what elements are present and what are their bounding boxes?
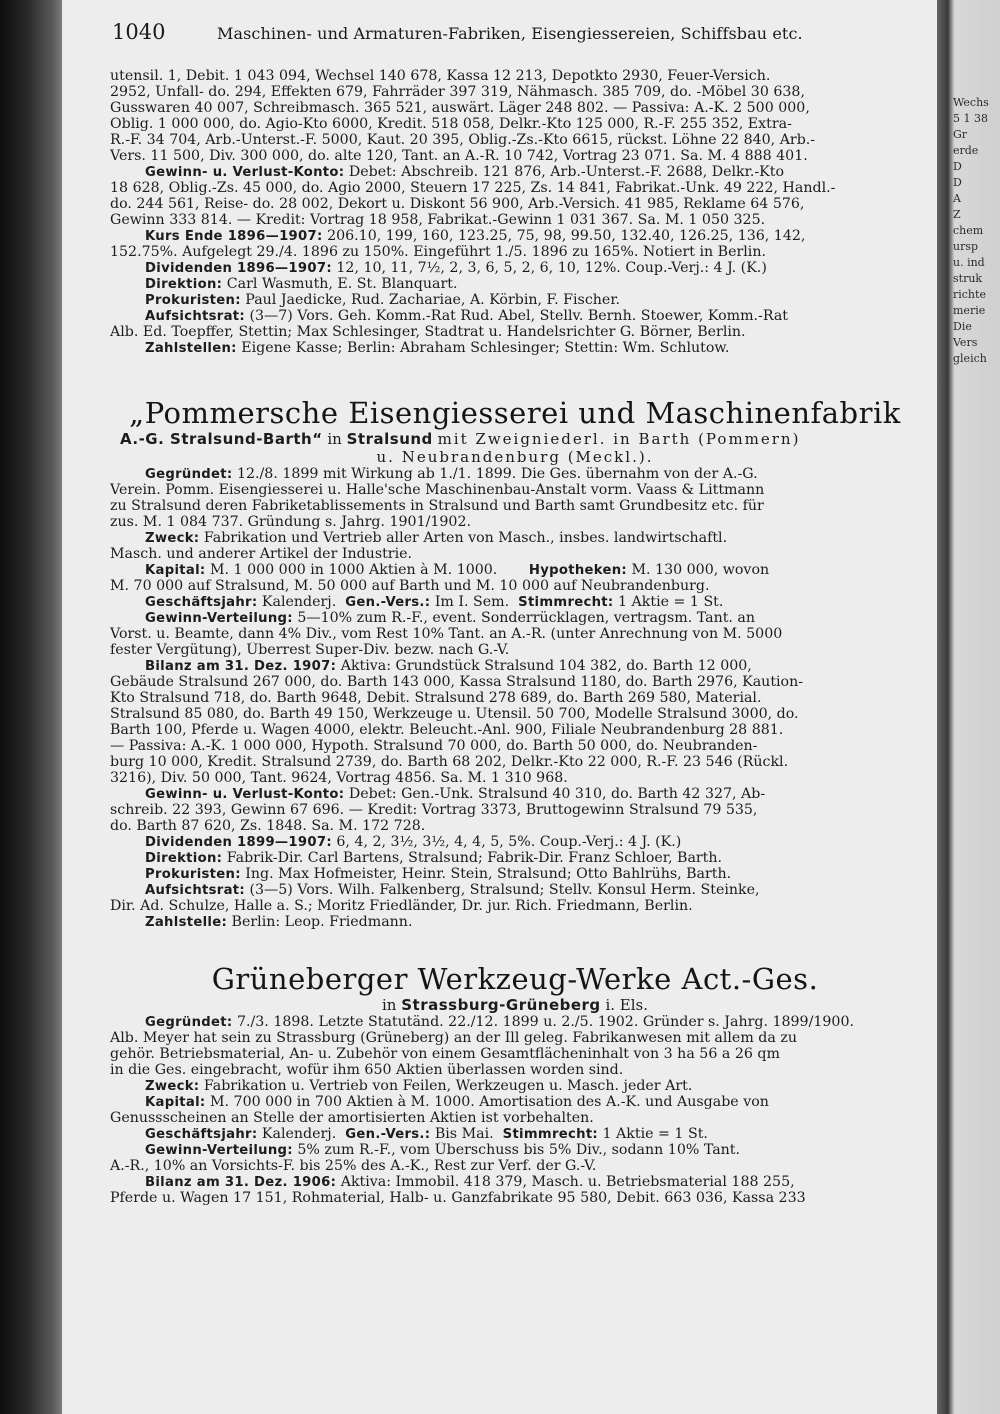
section-text: 12./8. 1899 mit Wirkung ab 1./1. 1899. Die Ges. übernahm von der A.-G. xyxy=(236,466,758,482)
section-label: Gewinn-Verteilung: xyxy=(145,611,293,626)
page-number: 1040 xyxy=(112,20,166,44)
section-text: Berlin: Leop. Friedmann. xyxy=(231,914,413,930)
zahlstellen-line xyxy=(110,340,920,356)
prokuristen-line xyxy=(110,292,920,308)
adjacent-page-fragments xyxy=(953,95,1000,367)
company-title: Grüneberger Werkzeug-Werke Act.-Ges. xyxy=(211,962,819,996)
text-line: utensil. 1, Debit. 1 043 094, Wechsel 140 678, Kassa 12 213, Depotkto 2930, Feuer-Versich. xyxy=(110,68,771,84)
section-text: 1 Aktie = 1 St. xyxy=(618,594,724,610)
section-text: 206.10, 199, 160, 123.25, 75, 98, 99.50, 132.40, 126.25, 136, 142, xyxy=(327,228,806,244)
spacer xyxy=(110,356,920,396)
section-text: Aktiva: Grundstück Stralsund 104 382, do. Barth 12 000, xyxy=(340,658,752,674)
gewinnverteilung-line xyxy=(110,610,920,626)
section-text: Paul Jaedicke, Rud. Zachariae, A. Körbin, F. Fischer. xyxy=(245,292,621,308)
text-line: in die Ges. eingebracht, wofür ihm 650 Aktien überlassen worden sind. xyxy=(110,1062,624,1078)
section-label: Gen.-Vers.: xyxy=(345,595,431,610)
section-label: Gegründet: xyxy=(145,467,233,482)
text-line: A.-R., 10% an Vorsichts-F. bis 25% des A.-K., Rest zur Verf. der G.-V. xyxy=(110,1158,597,1174)
direktion-line xyxy=(110,276,920,292)
text-line: Verein. Pomm. Eisengiesserei u. Halle'sche Maschinenbau-Anstalt vorm. Vaass & Littmann xyxy=(110,482,765,498)
adjacent-fragment: Wechs xyxy=(953,96,989,109)
section-label: Hypotheken: xyxy=(528,563,627,578)
bilanz-line xyxy=(110,658,920,674)
adjacent-fragment: Vers xyxy=(953,336,978,349)
section-label: Kapital: xyxy=(145,1095,206,1110)
section-label: Dividenden 1896—1907: xyxy=(145,261,332,276)
section-label: Stimmrecht: xyxy=(518,595,614,610)
section-label: Gen.-Vers.: xyxy=(345,1127,431,1142)
text-line: 152.75%. Aufgelegt 29./4. 1896 zu 150%. Eingeführt 1./5. 1896 zu 165%. Notiert in Berlin. xyxy=(110,244,766,260)
section-label: Prokuristen: xyxy=(145,867,241,882)
section-text: Fabrikation und Vertrieb aller Arten von Masch., insbes. landwirtschaftl. xyxy=(203,530,728,546)
section-text: 12, 10, 11, 7½, 2, 3, 6, 5, 2, 6, 10, 12%. Coup.-Verj.: 4 J. (K.) xyxy=(336,260,767,276)
adjacent-fragment: gleich xyxy=(953,352,987,365)
adjacent-fragment: Z xyxy=(953,208,961,221)
kapital-line xyxy=(110,562,920,578)
company-name-cont: A.-G. Stralsund-Barth“ xyxy=(120,430,323,448)
adjacent-fragment: chem xyxy=(953,224,984,237)
section-label: Aufsichtsrat: xyxy=(145,883,245,898)
text-line: Oblig. 1 000 000, do. Agio-Kto 6000, Kredit. 518 058, Delkr.-Kto 125 000, R.-F. 255 352, Extra- xyxy=(110,116,792,132)
text-line: Kto Stralsund 718, do. Barth 9648, Debit. Stralsund 278 689, do. Barth 269 580, Material. xyxy=(110,690,762,706)
section-label: Zahlstelle: xyxy=(145,915,228,930)
text-line: gehör. Betriebsmaterial, An- u. Zubehör von einem Gesamtflächeninhalt von 3 ha 56 a 26 qm xyxy=(110,1046,780,1062)
running-head: Maschinen- und Armaturen-Fabriken, Eisengiessereien, Schiffsbau etc. xyxy=(217,24,803,43)
section-label: Kapital: xyxy=(145,563,206,578)
document-page xyxy=(62,0,937,1414)
text-line: M. 70 000 auf Stralsund, M. 50 000 auf Barth und M. 10 000 auf Neubrandenburg. xyxy=(110,578,710,594)
section-text: Debet: Abschreib. 121 876, Arb.-Unterst.-F. 2688, Delkr.-Kto xyxy=(348,164,785,180)
prokuristen-line xyxy=(110,866,920,882)
adjacent-fragment: merie xyxy=(953,304,986,317)
section-text: 7./3. 1898. Letzte Statutänd. 22./12. 1899 u. 2./5. 1902. Gründer s. Jahrg. 1899/1900. xyxy=(236,1014,854,1030)
text-line: — Passiva: A.-K. 1 000 000, Hypoth. Stralsund 70 000, do. Barth 50 000, do. Neubranden- xyxy=(110,738,758,754)
geschaeftsjahr-line xyxy=(110,594,920,610)
section-text: Kalenderj. xyxy=(261,1126,337,1142)
section-text: 6, 4, 2, 3½, 3½, 4, 4, 5, 5%. Coup.-Verj.: 4 J. (K.) xyxy=(336,834,682,850)
spacer xyxy=(110,930,920,962)
aufsichtsrat-line xyxy=(110,882,920,898)
text-line: Vorst. u. Beamte, dann 4% Div., vom Rest 10% Tant. an A.-R. (unter Anrechnung von M. 5000 xyxy=(110,626,783,642)
section-label: Gegründet: xyxy=(145,1015,233,1030)
gegruendet-line xyxy=(110,1014,920,1030)
section-text: 5% zum R.-F., vom Überschuss bis 5% Div., sodann 10% Tant. xyxy=(297,1142,740,1158)
section-text: Debet: Gen.-Unk. Stralsund 40 310, do. Barth 42 327, Ab- xyxy=(348,786,766,802)
text-line: Alb. Ed. Toepffer, Stettin; Max Schlesinger, Stadtrat u. Handelsrichter G. Börner, Berlin. xyxy=(110,324,746,340)
section-label: Stimmrecht: xyxy=(502,1127,598,1142)
company-seat: Strassburg-Grüneberg xyxy=(401,996,601,1014)
section-text: Carl Wasmuth, E. St. Blanquart. xyxy=(226,276,458,292)
text-line: Pferde u. Wagen 17 151, Rohmaterial, Halb- u. Ganzfabrikate 95 580, Debit. 663 036, Kassa 233 xyxy=(110,1190,806,1206)
adjacent-fragment: ursp xyxy=(953,240,979,253)
section-text: Ing. Max Hofmeister, Heinr. Stein, Stralsund; Otto Bahlrühs, Barth. xyxy=(245,866,732,882)
kurs-line xyxy=(110,228,920,244)
text-line: Gebäude Stralsund 267 000, do. Barth 143 000, Kassa Stralsund 1180, do. Barth 2976, Kaution- xyxy=(110,674,804,690)
direktion-line xyxy=(110,850,920,866)
gewinnverteilung-line xyxy=(110,1142,920,1158)
section-label: Gewinn- u. Verlust-Konto: xyxy=(145,165,345,180)
gv-konto-line xyxy=(110,164,920,180)
text-line: do. Barth 87 620, Zs. 1848. Sa. M. 172 728. xyxy=(110,818,426,834)
text-line: Masch. und anderer Artikel der Industrie. xyxy=(110,546,413,562)
text-line: 3216), Div. 50 000, Tant. 9624, Vortrag 4856. Sa. M. 1 310 968. xyxy=(110,770,568,786)
section-text: Fabrikation u. Vertrieb von Feilen, Werkzeugen u. Masch. jeder Art. xyxy=(203,1078,693,1094)
section-label: Zweck: xyxy=(145,531,200,546)
section-text: (3—5) Vors. Wilh. Falkenberg, Stralsund; Stellv. Konsul Herm. Steinke, xyxy=(249,882,760,898)
text-line: 18 628, Oblig.-Zs. 45 000, do. Agio 2000, Steuern 17 225, Zs. 14 841, Fabrikat.-Unk. 49 222, Handl.- xyxy=(110,180,836,196)
section-text: (3—7) Vors. Geh. Komm.-Rat Rud. Abel, Stellv. Bernh. Stoewer, Komm.-Rat xyxy=(249,308,789,324)
section-label: Zahlstellen: xyxy=(145,341,237,356)
text-line: Genussscheinen an Stelle der amortisierten Aktien ist vorbehalten. xyxy=(110,1110,594,1126)
text-line: burg 10 000, Kredit. Stralsund 2739, do. Barth 68 202, Delkr.-Kto 22 000, R.-F. 23 546 (Rückl. xyxy=(110,754,789,770)
section-text: Fabrik-Dir. Carl Bartens, Stralsund; Fabrik-Dir. Franz Schloer, Barth. xyxy=(226,850,723,866)
section-label: Kurs Ende 1896—1907: xyxy=(145,229,323,244)
text-line: Alb. Meyer hat sein zu Strassburg (Grüneberg) an der Ill geleg. Fabrikanwesen mit allem da zu xyxy=(110,1030,797,1046)
section-label: Direktion: xyxy=(145,851,223,866)
text-line: 2952, Unfall- do. 294, Effekten 679, Fahrräder 397 319, Nähmasch. 385 709, do. -Möbel 30 638, xyxy=(110,84,805,100)
section-label: Geschäftsjahr: xyxy=(145,1127,258,1142)
dividenden-line xyxy=(110,260,920,276)
section-text: M. 130 000, wovon xyxy=(631,562,770,578)
page-header xyxy=(112,20,912,52)
text-line: zu Stralsund deren Fabriketablissements in Stralsund und Barth samt Grundbesitz etc. für xyxy=(110,498,764,514)
text-line: do. 244 561, Reise- do. 28 002, Dekort u. Diskont 56 900, Arb.-Versich. 41 985, Reklame 64 576, xyxy=(110,196,805,212)
section-label: Bilanz am 31. Dez. 1907: xyxy=(145,659,337,674)
section-label: Zweck: xyxy=(145,1079,200,1094)
adjacent-fragment: A xyxy=(953,192,961,205)
adjacent-fragment: Die xyxy=(953,320,972,333)
gv-konto-line xyxy=(110,786,920,802)
company-seat: Stralsund xyxy=(346,430,433,448)
section-label: Geschäftsjahr: xyxy=(145,595,258,610)
text-line: Dir. Ad. Schulze, Halle a. S.; Moritz Friedländer, Dr. jur. Rich. Friedmann, Berlin. xyxy=(110,898,693,914)
company-subtitle xyxy=(110,996,920,1014)
zahlstelle-line xyxy=(110,914,920,930)
adjacent-fragment: erde xyxy=(953,144,979,157)
adjacent-fragment: richte xyxy=(953,288,986,301)
adjacent-fragment: struk xyxy=(953,272,983,285)
adjacent-fragment: D xyxy=(953,176,962,189)
text-line: R.-F. 34 704, Arb.-Unterst.-F. 5000, Kaut. 20 395, Oblig.-Zs.-Kto 6615, rückst. Löhne 22 840, Arb.- xyxy=(110,132,816,148)
text-line: zus. M. 1 084 737. Gründung s. Jahrg. 1901/1902. xyxy=(110,514,471,530)
section-text: Aktiva: Immobil. 418 379, Masch. u. Betriebsmaterial 188 255, xyxy=(340,1174,795,1190)
zweck-line xyxy=(110,1078,920,1094)
text-line: fester Vergütung), Überrest Super-Div. bezw. nach G.-V. xyxy=(110,642,510,658)
adjacent-fragment: 5 1 38 xyxy=(953,112,988,125)
aufsichtsrat-line xyxy=(110,308,920,324)
adjacent-fragment: D xyxy=(953,160,962,173)
gegruendet-line xyxy=(110,466,920,482)
kapital-line xyxy=(110,1094,920,1110)
section-label: Gewinn-Verteilung: xyxy=(145,1143,293,1158)
section-label: Bilanz am 31. Dez. 1906: xyxy=(145,1175,337,1190)
company-subtitle xyxy=(110,430,920,448)
adjacent-fragment: u. ind xyxy=(953,256,985,269)
section-text: 1 Aktie = 1 St. xyxy=(602,1126,708,1142)
bilanz-line xyxy=(110,1174,920,1190)
section-text: Eigene Kasse; Berlin: Abraham Schlesinger; Stettin: Wm. Schlutow. xyxy=(241,340,730,356)
dividenden-line xyxy=(110,834,920,850)
geschaeftsjahr-line xyxy=(110,1126,920,1142)
page-content xyxy=(110,68,920,1206)
company-region: i. Els. xyxy=(605,996,648,1014)
text-line: Stralsund 85 080, do. Barth 49 150, Werkzeuge u. Utensil. 50 700, Modelle Stralsund 3000, do. xyxy=(110,706,799,722)
section-text: Kalenderj. xyxy=(261,594,337,610)
text-line: Gusswaren 40 007, Schreibmasch. 365 521, auswärt. Läger 248 802. — Passiva: A.-K. 2 500 000, xyxy=(110,100,810,116)
company-in: in xyxy=(382,996,397,1014)
section-text: 5—10% zum R.-F., event. Sonderrücklagen, vertragsm. Tant. an xyxy=(297,610,756,626)
section-text: M. 1 000 000 in 1000 Aktien à M. 1000. xyxy=(210,562,498,578)
company-entry-grueneberger xyxy=(110,962,920,1206)
adjacent-fragment: Gr xyxy=(953,128,968,141)
company-entry-pommersche xyxy=(110,396,920,930)
scan-shadow-left xyxy=(0,0,70,1414)
section-label: Gewinn- u. Verlust-Konto: xyxy=(145,787,345,802)
text-line: Barth 100, Pferde u. Wagen 4000, elektr. Beleucht.-Anl. 900, Filiale Neubrandenburg 28 881. xyxy=(110,722,784,738)
zweck-line xyxy=(110,530,920,546)
section-label: Prokuristen: xyxy=(145,293,241,308)
text-line: Vers. 11 500, Div. 300 000, do. alte 120, Tant. an A.-R. 10 742, Vortrag 23 071. Sa. M. 4 888 401. xyxy=(110,148,808,164)
text-line: schreib. 22 393, Gewinn 67 696. — Kredit: Vortrag 3373, Bruttogewinn Stralsund 79 535, xyxy=(110,802,758,818)
company-title: „Pommersche Eisengiesserei und Maschinenfabrik xyxy=(129,396,901,430)
section-label: Dividenden 1899—1907: xyxy=(145,835,332,850)
section-label: Aufsichtsrat: xyxy=(145,309,245,324)
company-in: in xyxy=(327,430,342,448)
section-text: M. 700 000 in 700 Aktien à M. 1000. Amortisation des A.-K. und Ausgabe von xyxy=(210,1094,769,1110)
company-branches-cont: u. Neubrandenburg (Meckl.). xyxy=(376,448,654,466)
adjacent-page-edge xyxy=(935,0,1000,1414)
company-subtitle-2 xyxy=(110,448,920,466)
text-line: Gewinn 333 814. — Kredit: Vortrag 18 958, Fabrikat.-Gewinn 1 031 367. Sa. M. 1 050 325. xyxy=(110,212,766,228)
section-text: Bis Mai. xyxy=(434,1126,494,1142)
company-branches: mit Zweigniederl. in Barth (Pommern) xyxy=(437,430,801,448)
section-text: Im I. Sem. xyxy=(434,594,510,610)
section-label: Direktion: xyxy=(145,277,223,292)
continued-entry xyxy=(110,68,920,356)
